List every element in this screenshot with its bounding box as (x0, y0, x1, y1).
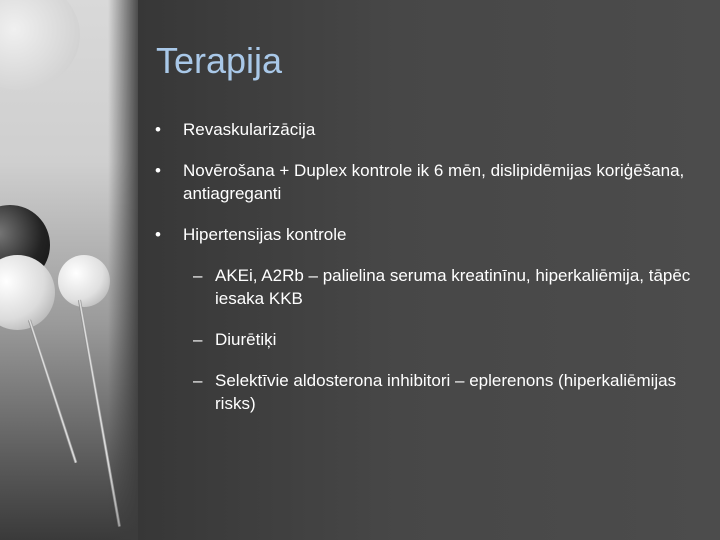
pushpins-image (0, 0, 138, 540)
subbullet-text: Diurētiķi (215, 330, 277, 349)
slide-title: Terapija (156, 40, 283, 81)
bullet-text: Revaskularizācija (183, 120, 316, 139)
bullet-mark: • (155, 161, 161, 180)
subbullet-mark: – (193, 266, 203, 285)
pin-ball-white-small (58, 255, 110, 307)
bullet-mark: • (155, 120, 161, 139)
subbullet-aldosterona (155, 369, 700, 415)
slide-content (155, 118, 700, 431)
subbullet-diuretiki (155, 328, 700, 351)
bullet-revaskularizacija (155, 118, 700, 141)
subbullet-akei (155, 264, 700, 310)
pin-ball-white-large (0, 255, 55, 330)
subbullet-text: AKEi, A2Rb – palielina seruma kreatinīnu, hiperkaliēmija, tāpēc iesaka KKB (215, 266, 691, 308)
photo-fade (108, 0, 138, 540)
bullet-text: Novērošana + Duplex kontrole ik 6 mēn, dislipidēmijas koriģēšana, antiagreganti (183, 161, 685, 203)
bullet-text: Hipertensijas kontrole (183, 225, 347, 244)
bullet-hipertensija (155, 223, 700, 246)
subbullet-text: Selektīvie aldosterona inhibitori – eplerenons (hiperkaliēmijas risks) (215, 371, 677, 413)
pin-shaft-1 (28, 320, 77, 464)
subbullet-mark: – (193, 371, 203, 390)
bullet-mark: • (155, 225, 161, 244)
pin-ball-top (0, 0, 80, 90)
subbullet-mark: – (193, 330, 203, 349)
bullet-noverosana (155, 159, 700, 205)
